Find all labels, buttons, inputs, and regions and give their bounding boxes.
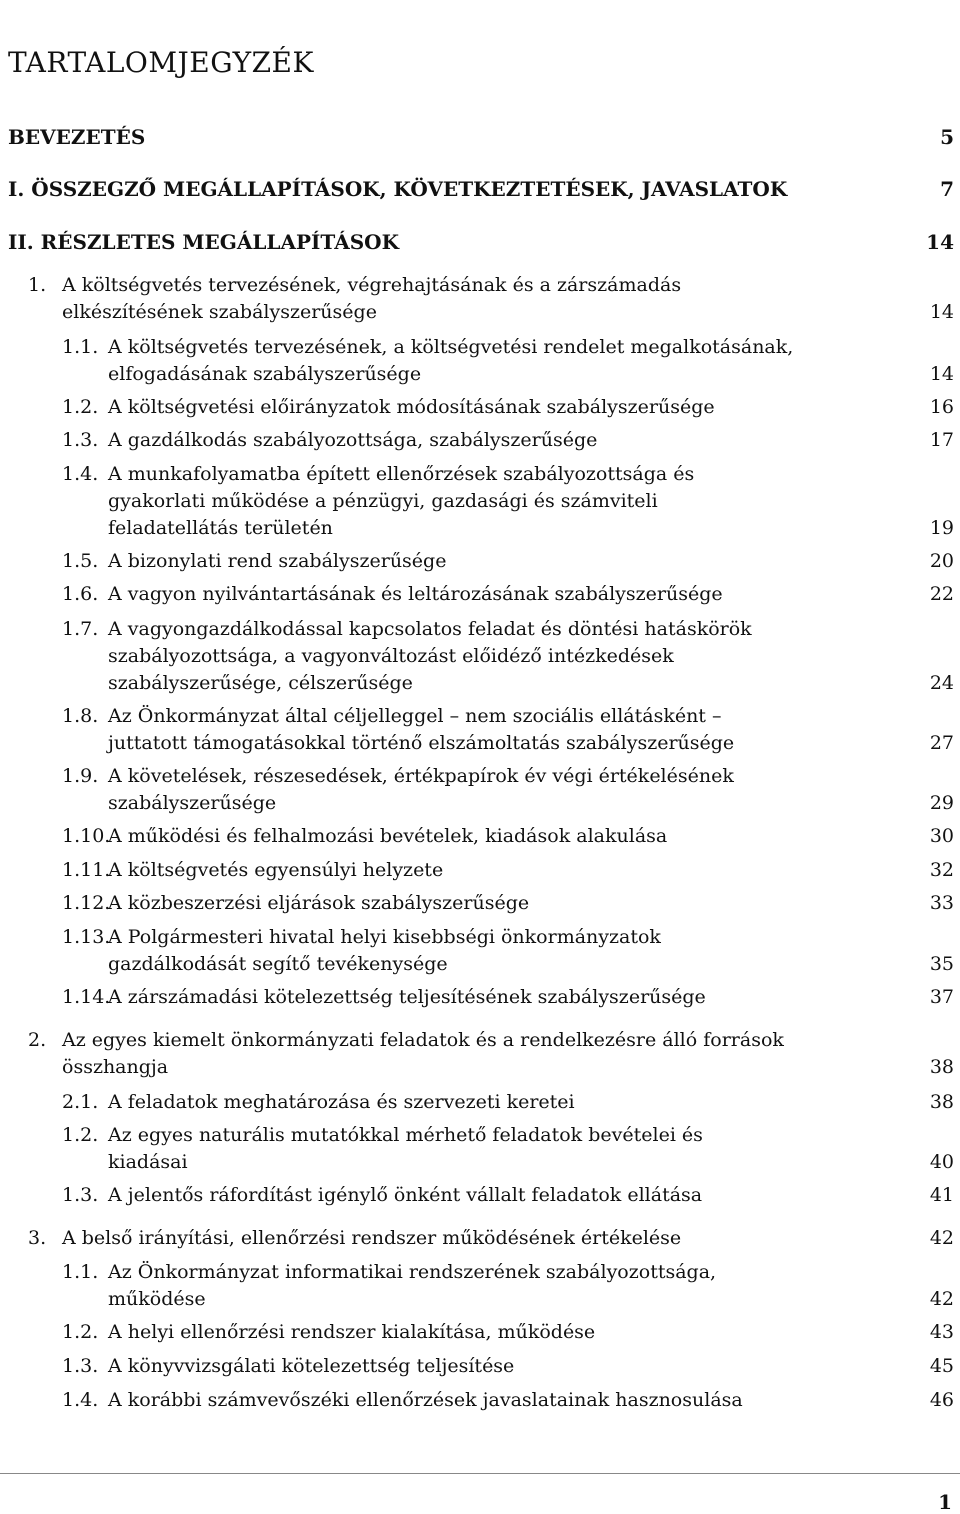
toc-entry	[0, 1259, 960, 1313]
toc-entry-text: szabályszerűsége, célszerűsége	[108, 672, 413, 694]
toc-entry-page: 46	[929, 1389, 954, 1411]
toc-entry-text: A vagyon nyilvántartásának és leltározásának szabályszerűsége	[108, 583, 723, 605]
toc-entry-page: 42	[929, 1288, 954, 1310]
toc-entry-page: 16	[929, 396, 954, 418]
toc-entry	[0, 1353, 960, 1380]
toc-entry-page: 14	[929, 363, 954, 385]
toc-entry-page: 35	[929, 953, 954, 975]
toc-main-page: 5	[940, 125, 954, 149]
toc-entry	[0, 890, 960, 917]
toc-entry-text: A költségvetés tervezésének, a költségvetési rendelet megalkotásának,	[108, 336, 794, 358]
toc-entry-page: 43	[929, 1321, 954, 1343]
toc-entry-page: 14	[929, 301, 954, 323]
toc-entry-text: gyakorlati működése a pénzügyi, gazdasági és számviteli	[108, 490, 658, 512]
toc-entry-text: A költségvetés tervezésének, végrehajtásának és a zárszámadás	[62, 274, 682, 296]
toc-entry-text: A költségvetés egyensúlyi helyzete	[108, 859, 444, 881]
toc-entry	[0, 1319, 960, 1346]
toc-entry-text: A közbeszerzési eljárások szabályszerűsége	[108, 892, 530, 914]
toc-entry-number: 1.4.	[62, 1389, 99, 1411]
toc-entry-number: 1.14.	[62, 986, 111, 1008]
toc-main-entry	[8, 125, 954, 149]
toc-entry-text: gazdálkodását segítő tevékenysége	[108, 953, 448, 975]
toc-entry-text: A vagyongazdálkodással kapcsolatos feladat és döntési hatáskörök	[108, 618, 752, 640]
toc-main-label: BEVEZETÉS	[8, 125, 146, 149]
toc-entry-text: A zárszámadási kötelezettség teljesítésének szabályszerűsége	[108, 986, 706, 1008]
toc-entry	[0, 1225, 960, 1252]
toc-entry-text: Az egyes naturális mutatókkal mérhető feladatok bevételei és	[108, 1124, 703, 1146]
toc-entry-number: 1.3.	[62, 1184, 99, 1206]
toc-entry-text: A Polgármesteri hivatal helyi kisebbségi önkormányzatok	[108, 926, 661, 948]
toc-entry-text: feladatellátás területén	[108, 517, 333, 539]
toc-entry	[0, 427, 960, 454]
toc-entry-number: 1.1.	[62, 336, 99, 358]
toc-entry	[0, 394, 960, 421]
toc-entry	[0, 334, 960, 388]
toc-entry-number: 3.	[28, 1227, 47, 1249]
toc-entry-text: A működési és felhalmozási bevételek, kiadások alakulása	[108, 825, 668, 847]
toc-entry-page: 33	[929, 892, 954, 914]
toc-entry-text: Az Önkormányzat által céljelleggel – nem szociális ellátásként –	[108, 705, 722, 727]
toc-entry-number: 1.	[28, 274, 47, 296]
toc-entry-text: összhangja	[62, 1056, 169, 1078]
page-number: 1	[938, 1490, 952, 1514]
toc-entry-page: 41	[929, 1184, 954, 1206]
toc-entry	[0, 1387, 960, 1414]
toc-entry-page: 38	[929, 1091, 954, 1113]
toc-entry-page: 38	[929, 1056, 954, 1078]
toc-entry-number: 1.9.	[62, 765, 99, 787]
toc-main-page: 14	[926, 230, 954, 254]
toc-entry	[0, 1089, 960, 1116]
toc-entry-text: A munkafolyamatba épített ellenőrzések szabályozottsága és	[108, 463, 695, 485]
toc-main-page: 7	[940, 177, 954, 201]
toc-entry-text: A költségvetési előirányzatok módosításának szabályszerűsége	[108, 396, 715, 418]
toc-entry	[0, 1122, 960, 1176]
toc-entry-text: elkészítésének szabályszerűsége	[62, 301, 377, 323]
toc-entry-page: 17	[929, 429, 954, 451]
toc-entry-number: 1.10.	[62, 825, 111, 847]
toc-entry-number: 1.4.	[62, 463, 99, 485]
toc-entry-page: 22	[929, 583, 954, 605]
toc-entry-page: 29	[929, 792, 954, 814]
toc-entry-text: Az egyes kiemelt önkormányzati feladatok és a rendelkezésre álló források	[62, 1029, 784, 1051]
toc-entry-text: A korábbi számvevőszéki ellenőrzések javaslatainak hasznosulása	[108, 1389, 743, 1411]
toc-entry-text: A jelentős ráfordítást igénylő önként vállalt feladatok ellátása	[108, 1184, 703, 1206]
toc-entry-page: 19	[929, 517, 954, 539]
toc-entry-text: A helyi ellenőrzési rendszer kialakítása, működése	[108, 1321, 596, 1343]
toc-entry-text: A követelések, részesedések, értékpapírok év végi értékelésének	[108, 765, 734, 787]
toc-entry	[0, 857, 960, 884]
toc-entry-number: 1.5.	[62, 550, 99, 572]
footer-divider	[0, 1473, 960, 1474]
toc-entry-text: A bizonylati rend szabályszerűsége	[108, 550, 447, 572]
toc-entry	[0, 1027, 960, 1081]
toc-entry-page: 42	[929, 1227, 954, 1249]
toc-entry-text: A könyvvizsgálati kötelezettség teljesítése	[108, 1355, 515, 1377]
toc-entry	[0, 984, 960, 1011]
toc-entry-page: 40	[929, 1151, 954, 1173]
toc-entry-page: 32	[929, 859, 954, 881]
toc-entry-text: szabályozottsága, a vagyonváltozást előidéző intézkedések	[108, 645, 674, 667]
toc-entry	[0, 763, 960, 817]
toc-entry-page: 20	[929, 550, 954, 572]
toc-entry	[0, 616, 960, 697]
toc-entry-text: kiadásai	[108, 1151, 188, 1173]
toc-entry-text: A gazdálkodás szabályozottsága, szabályszerűsége	[108, 429, 598, 451]
toc-entry-number: 1.2.	[62, 1321, 99, 1343]
toc-entry-number: 1.8.	[62, 705, 99, 727]
toc-entry-text: juttatott támogatásokkal történő elszámoltatás szabályszerűsége	[108, 732, 735, 754]
toc-entry	[0, 823, 960, 850]
toc-entry-page: 37	[929, 986, 954, 1008]
toc-entry	[0, 581, 960, 608]
toc-entry	[0, 1182, 960, 1209]
toc-entry-number: 1.11.	[62, 859, 111, 881]
toc-entry	[0, 272, 960, 326]
toc-entry-number: 2.	[28, 1029, 47, 1051]
toc-entry-text: A belső irányítási, ellenőrzési rendszer működésének értékelése	[62, 1227, 682, 1249]
toc-entry-number: 1.3.	[62, 1355, 99, 1377]
toc-entry-number: 1.13.	[62, 926, 111, 948]
toc-entry	[0, 548, 960, 575]
page-title: TARTALOMJEGYZÉK	[8, 46, 314, 79]
toc-entry-text: A feladatok meghatározása és szervezeti keretei	[108, 1091, 575, 1113]
toc-entry-number: 2.1.	[62, 1091, 99, 1113]
toc-entry	[0, 924, 960, 978]
toc-main-entry	[8, 177, 954, 201]
toc-entry-number: 1.2.	[62, 1124, 99, 1146]
toc-entry-page: 24	[929, 672, 954, 694]
toc-entry-number: 1.6.	[62, 583, 99, 605]
toc-entry-page: 27	[929, 732, 954, 754]
toc-entry-text: Az Önkormányzat informatikai rendszerének szabályozottsága,	[108, 1261, 717, 1283]
toc-main-label: I. ÖSSZEGZŐ MEGÁLLAPÍTÁSOK, KÖVETKEZTETÉSEK, JAVASLATOK	[8, 177, 788, 201]
toc-entry	[0, 703, 960, 757]
toc-main-entry	[8, 230, 954, 254]
toc-entry	[0, 461, 960, 542]
toc-entry-page: 30	[929, 825, 954, 847]
toc-entry-number: 1.2.	[62, 396, 99, 418]
toc-entry-page: 45	[929, 1355, 954, 1377]
toc-entry-text: működése	[108, 1288, 206, 1310]
toc-entry-number: 1.1.	[62, 1261, 99, 1283]
toc-entry-number: 1.12.	[62, 892, 111, 914]
toc-main-label: II. RÉSZLETES MEGÁLLAPÍTÁSOK	[8, 230, 399, 254]
toc-entry-number: 1.7.	[62, 618, 99, 640]
toc-entry-text: elfogadásának szabályszerűsége	[108, 363, 422, 385]
toc-entry-text: szabályszerűsége	[108, 792, 277, 814]
toc-entry-number: 1.3.	[62, 429, 99, 451]
